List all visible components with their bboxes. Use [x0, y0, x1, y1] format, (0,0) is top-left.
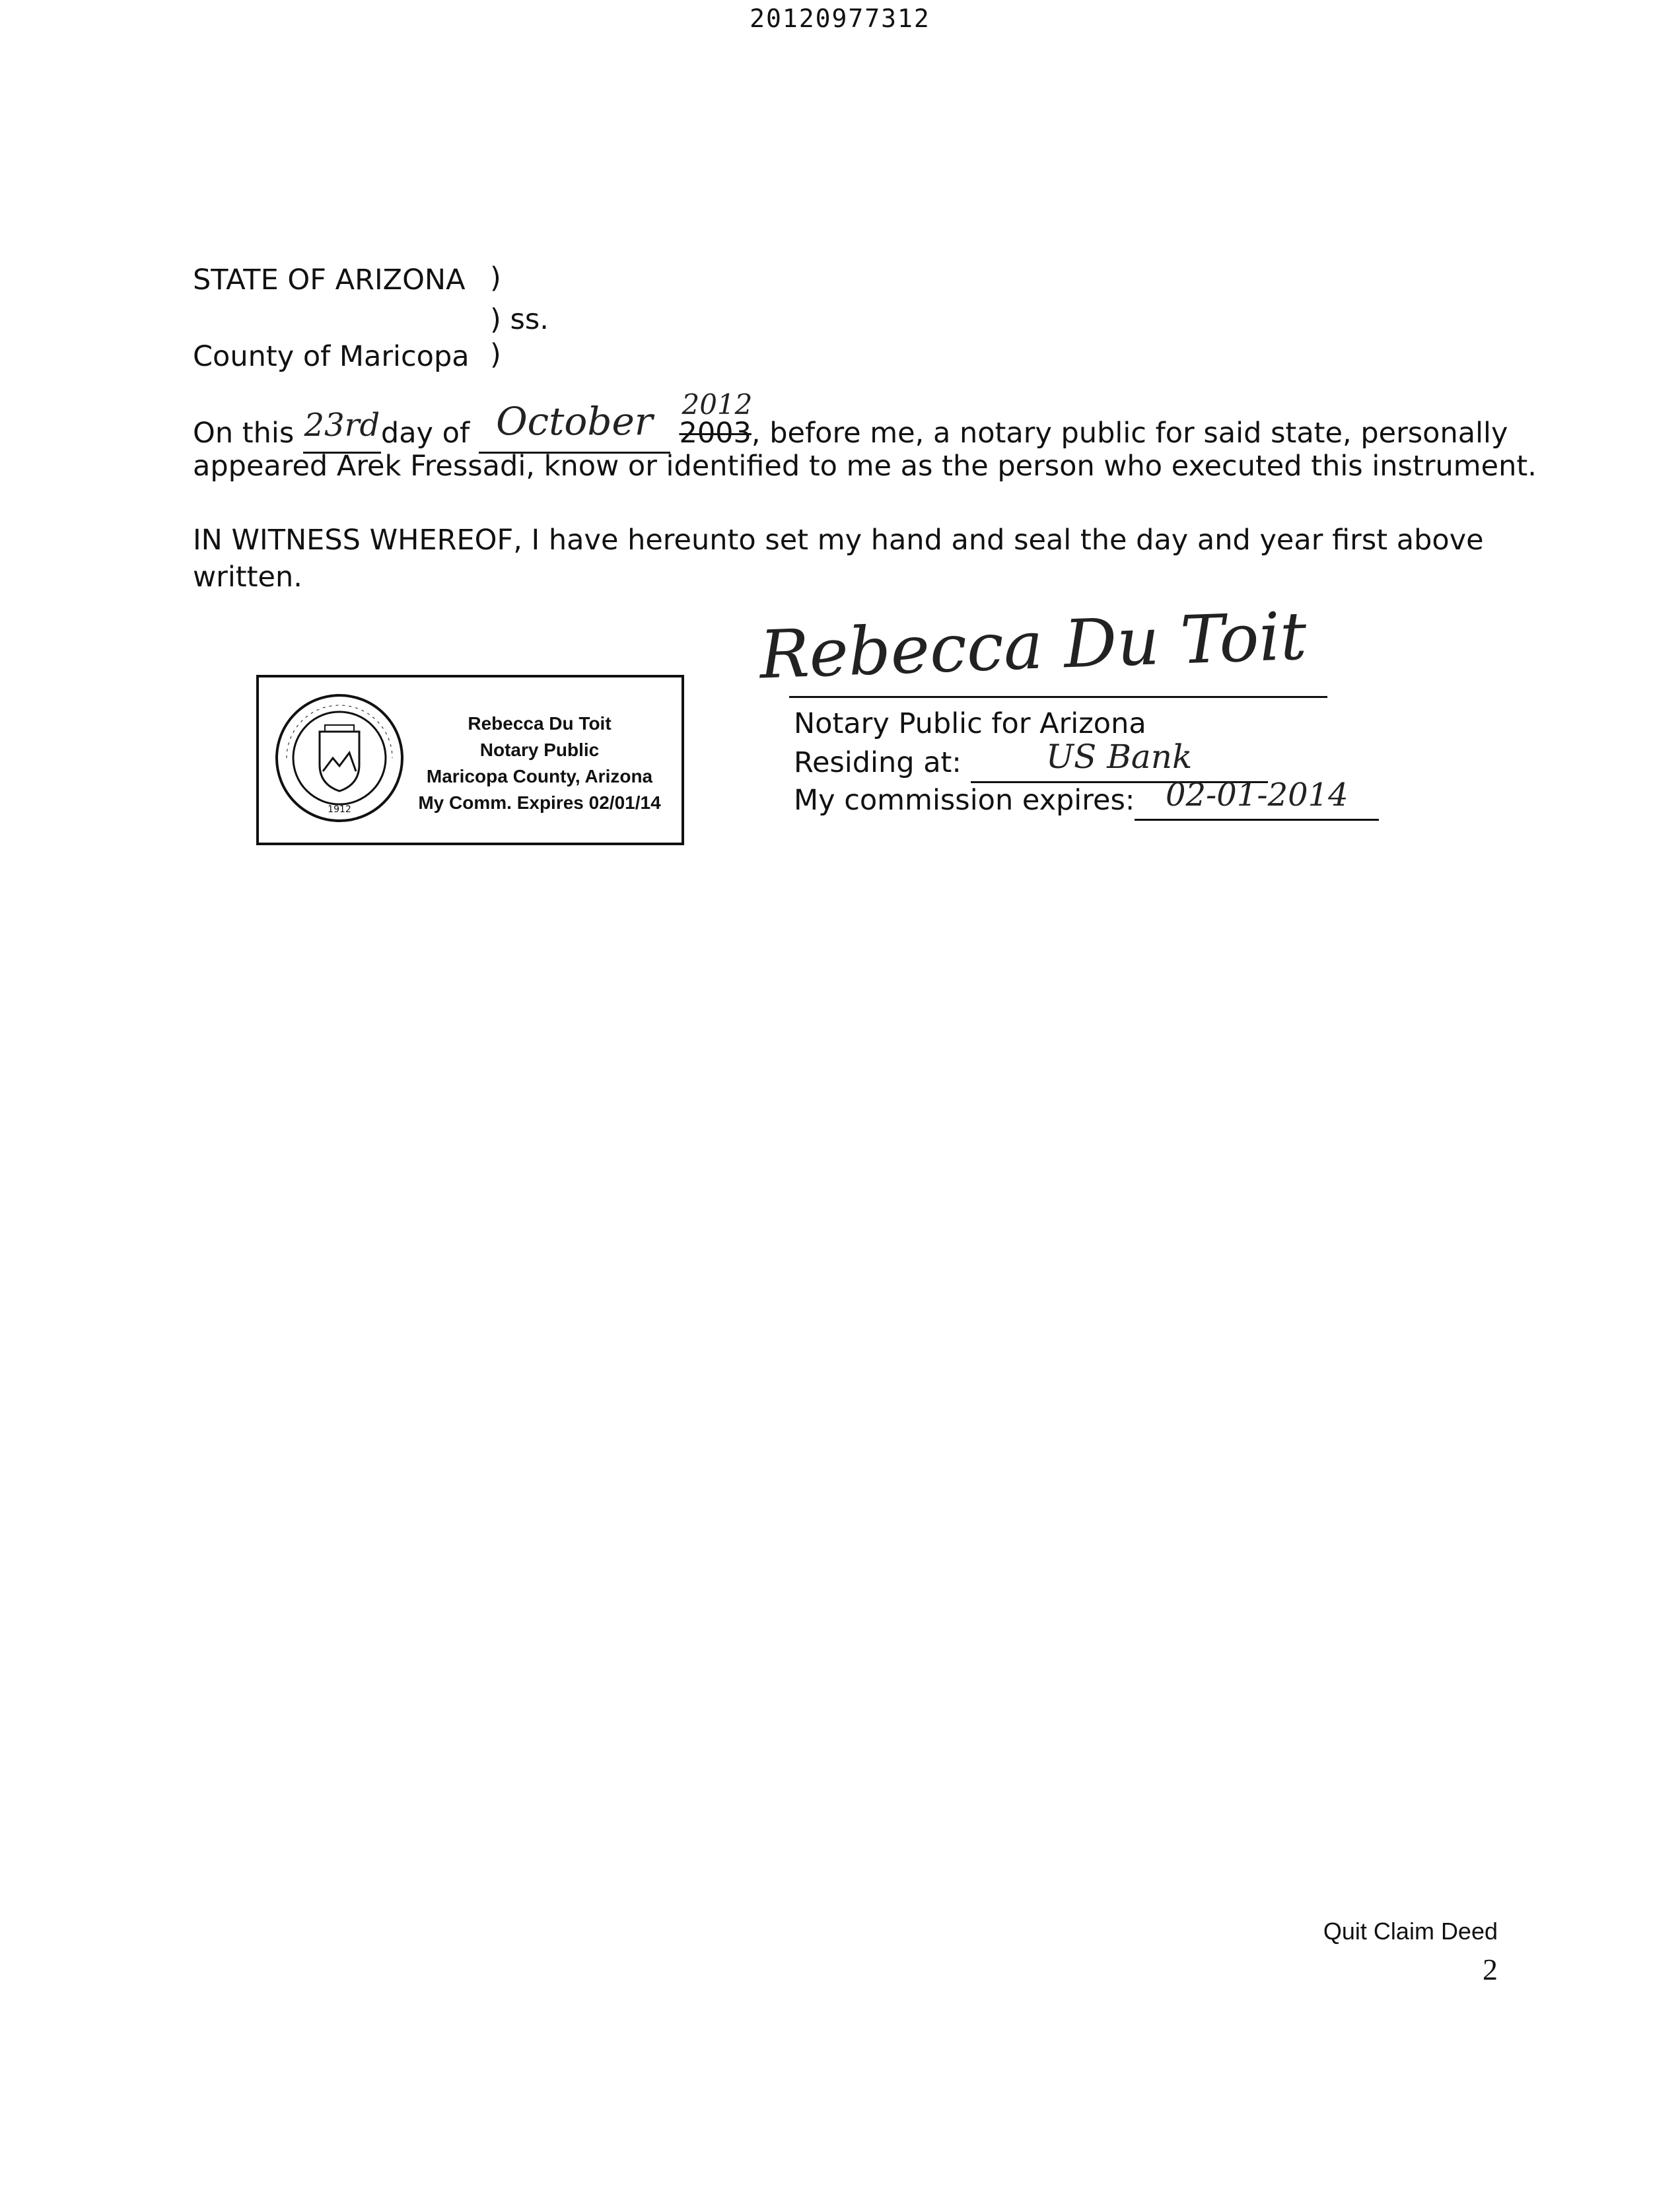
stamp-title: Notary Public [479, 740, 600, 760]
on-this-text: On this [193, 417, 295, 450]
county-label: County of Maricopa [193, 340, 470, 373]
year-group [679, 388, 753, 450]
day-of-text: day of [380, 417, 470, 450]
venue-paren-1: ) [490, 261, 501, 295]
expires-label: My commission expires: [794, 784, 1135, 817]
recording-number: 20120977312 [750, 4, 930, 33]
witness-line-1: IN WITNESS WHEREOF, I have hereunto set my hand and seal the day and year first above [193, 524, 1484, 557]
witness-line-2: written. [193, 561, 302, 594]
residing-label: Residing at: [794, 746, 962, 779]
stamp-expires: My Comm. Expires 02/01/14 [418, 792, 661, 813]
acknowledgment-line-2: appeared Arek Fressadi, know or identified to me as the person who executed this instrument. [193, 450, 1537, 483]
expires-handwritten: 02-01-2014 [1165, 777, 1348, 814]
day-handwritten: 23rd [304, 407, 380, 444]
stamp-text [398, 711, 682, 816]
page-number: 2 [1483, 1953, 1498, 1986]
notary-signature: Rebecca Du Toit [758, 597, 1308, 694]
stamp-name: Rebecca Du Toit [468, 713, 612, 734]
expires-row [794, 777, 1379, 821]
state-label: STATE OF ARIZONA [193, 263, 466, 296]
venue-ss: ) ss. [490, 303, 549, 336]
seal-year: 1912 [328, 804, 351, 815]
acknowledgment-rest: , before me, a notary public for said state, personally [751, 417, 1508, 450]
venue-paren-2: ) [490, 338, 501, 371]
residing-handwritten: US Bank [1045, 738, 1193, 776]
year-handwritten: 2012 [682, 388, 753, 421]
signature-line [789, 696, 1327, 698]
year-printed-struck: 2003 [679, 417, 752, 450]
notary-stamp [256, 675, 684, 845]
month-handwritten: October [496, 399, 653, 444]
document-title-footer: Quit Claim Deed [1323, 1918, 1498, 1945]
expires-blank [1135, 777, 1379, 821]
notary-public-label: Notary Public for Arizona [794, 707, 1146, 740]
stamp-county: Maricopa County, Arizona [426, 766, 653, 786]
state-seal-icon [273, 692, 405, 824]
